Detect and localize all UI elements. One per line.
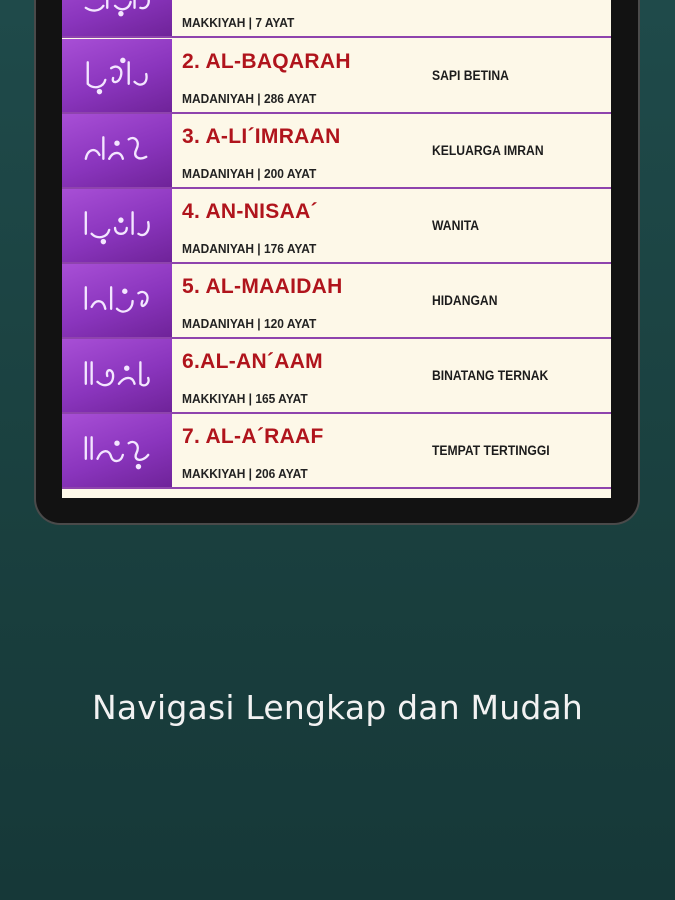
surah-meaning: TEMPAT TERTINGGI xyxy=(432,443,550,458)
surah-name: 2. AL-BAQARAH xyxy=(182,50,351,73)
surah-row-al-baqarah[interactable] xyxy=(62,39,611,114)
surah-row-al-araf[interactable] xyxy=(62,414,611,489)
surah-meta: MADANIYAH | 200 AYAT xyxy=(182,166,317,181)
calligraphy-icon xyxy=(62,264,172,337)
calligraphy-icon xyxy=(62,339,172,412)
surah-row-ali-imran[interactable] xyxy=(62,114,611,189)
surah-meta: MADANIYAH | 120 AYAT xyxy=(182,316,317,331)
surah-meaning: SAPI BETINA xyxy=(432,68,509,83)
surah-name: 3. A-LI´IMRAAN xyxy=(182,125,341,148)
surah-meta: MAKKIYAH | 165 AYAT xyxy=(182,391,308,406)
surah-name: 4. AN-NISAA´ xyxy=(182,200,318,223)
surah-row-al-anam[interactable] xyxy=(62,339,611,414)
calligraphy-icon xyxy=(62,414,172,487)
surah-row-al-maidah[interactable] xyxy=(62,264,611,339)
surah-meta: MAKKIYAH | 7 AYAT xyxy=(182,15,295,30)
surah-meaning: KELUARGA IMRAN xyxy=(432,143,544,158)
calligraphy-icon xyxy=(62,39,172,112)
surah-name: 5. AL-MAAIDAH xyxy=(182,275,343,298)
surah-meta: MADANIYAH | 176 AYAT xyxy=(182,241,317,256)
surah-list[interactable] xyxy=(62,0,611,498)
surah-row-al-fatihah[interactable] xyxy=(62,0,611,38)
calligraphy-icon xyxy=(62,189,172,262)
surah-meaning: HIDANGAN xyxy=(432,293,498,308)
surah-name: 6.AL-AN´AAM xyxy=(182,350,323,373)
calligraphy-icon xyxy=(62,0,172,36)
calligraphy-icon xyxy=(62,114,172,187)
surah-meaning: WANITA xyxy=(432,218,480,233)
surah-meaning: BINATANG TERNAK xyxy=(432,368,549,383)
surah-name: 7. AL-A´RAAF xyxy=(182,425,324,448)
surah-meta: MAKKIYAH | 206 AYAT xyxy=(182,466,308,481)
surah-row-an-nisa[interactable] xyxy=(62,189,611,264)
surah-meta: MADANIYAH | 286 AYAT xyxy=(182,91,317,106)
promo-caption: Navigasi Lengkap dan Mudah xyxy=(91,688,584,727)
